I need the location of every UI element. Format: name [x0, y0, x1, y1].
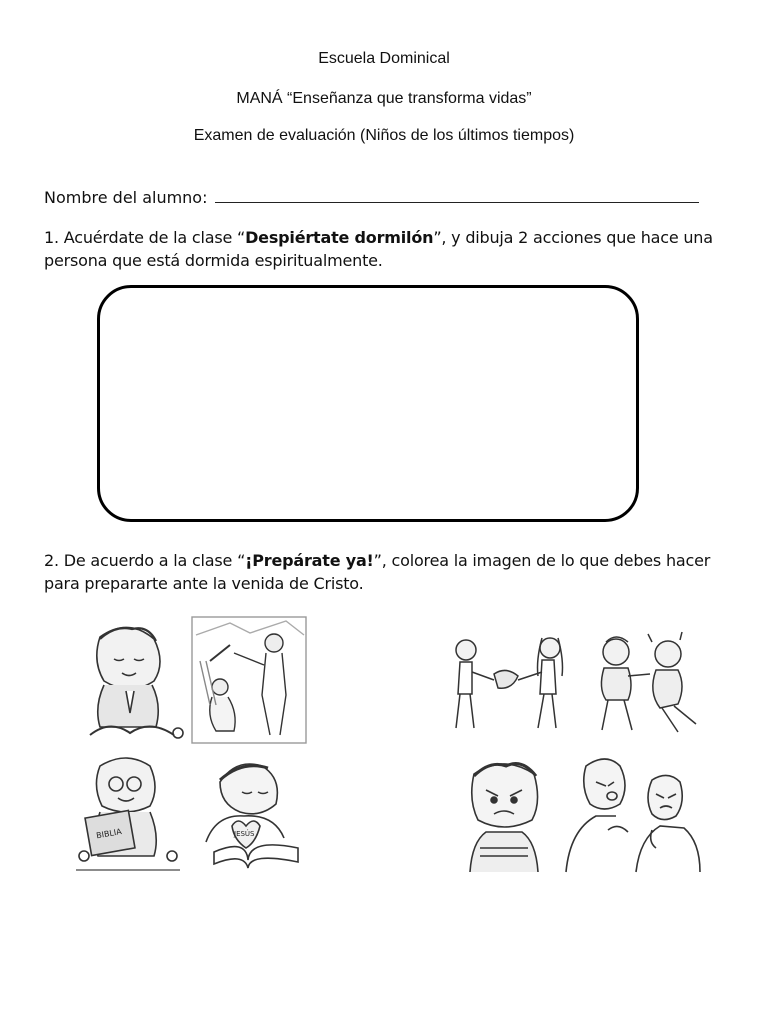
student-name-label: Nombre del alumno	[44, 188, 203, 207]
child-jesus-book-image[interactable]	[186, 752, 310, 877]
question-1-text-b: ”, y dibuja 2 acciones que hace una persona que está dormida espiritualmente.	[44, 228, 713, 270]
men-arguing-image[interactable]	[556, 752, 702, 876]
program-title: MANÁ “Enseñanza que transforma vidas”	[236, 90, 532, 107]
question-2-text-b: ”, colorea la imagen de lo que debes hacer para prepararte ante la venida de Cristo.	[44, 551, 711, 593]
student-name-row	[44, 188, 724, 207]
question-1-text-a: Acuérdate de la clase “	[58, 228, 246, 247]
question-1-number: 1.	[44, 228, 59, 247]
bible-label: BIBLIA	[95, 827, 123, 841]
jesus-label: JESÚS	[234, 830, 255, 838]
angry-boy-image[interactable]	[456, 752, 552, 876]
kids-fighting-over-toy-image[interactable]	[446, 630, 578, 734]
question-2-class-name: ¡Prepárate ya!	[245, 551, 374, 570]
kids-pushing-image[interactable]	[582, 628, 702, 736]
question-2-number: 2.	[44, 551, 59, 570]
school-title: Escuela Dominical	[318, 50, 450, 67]
question-2	[44, 549, 734, 595]
child-reading-bible-image[interactable]	[72, 752, 184, 877]
question-1-class-name: Despiértate dormilón	[245, 228, 434, 247]
question-2-text-a: De acuerdo a la clase “	[58, 551, 246, 570]
helping-person-image[interactable]	[190, 615, 308, 745]
student-name-field[interactable]	[215, 188, 699, 203]
drawing-area[interactable]	[97, 285, 639, 522]
student-name-colon: :	[202, 188, 208, 207]
exam-title: Examen de evaluación (Niños de los últimos tiempos)	[193, 127, 575, 144]
question-1	[44, 226, 734, 272]
praying-child-image[interactable]	[70, 615, 188, 745]
